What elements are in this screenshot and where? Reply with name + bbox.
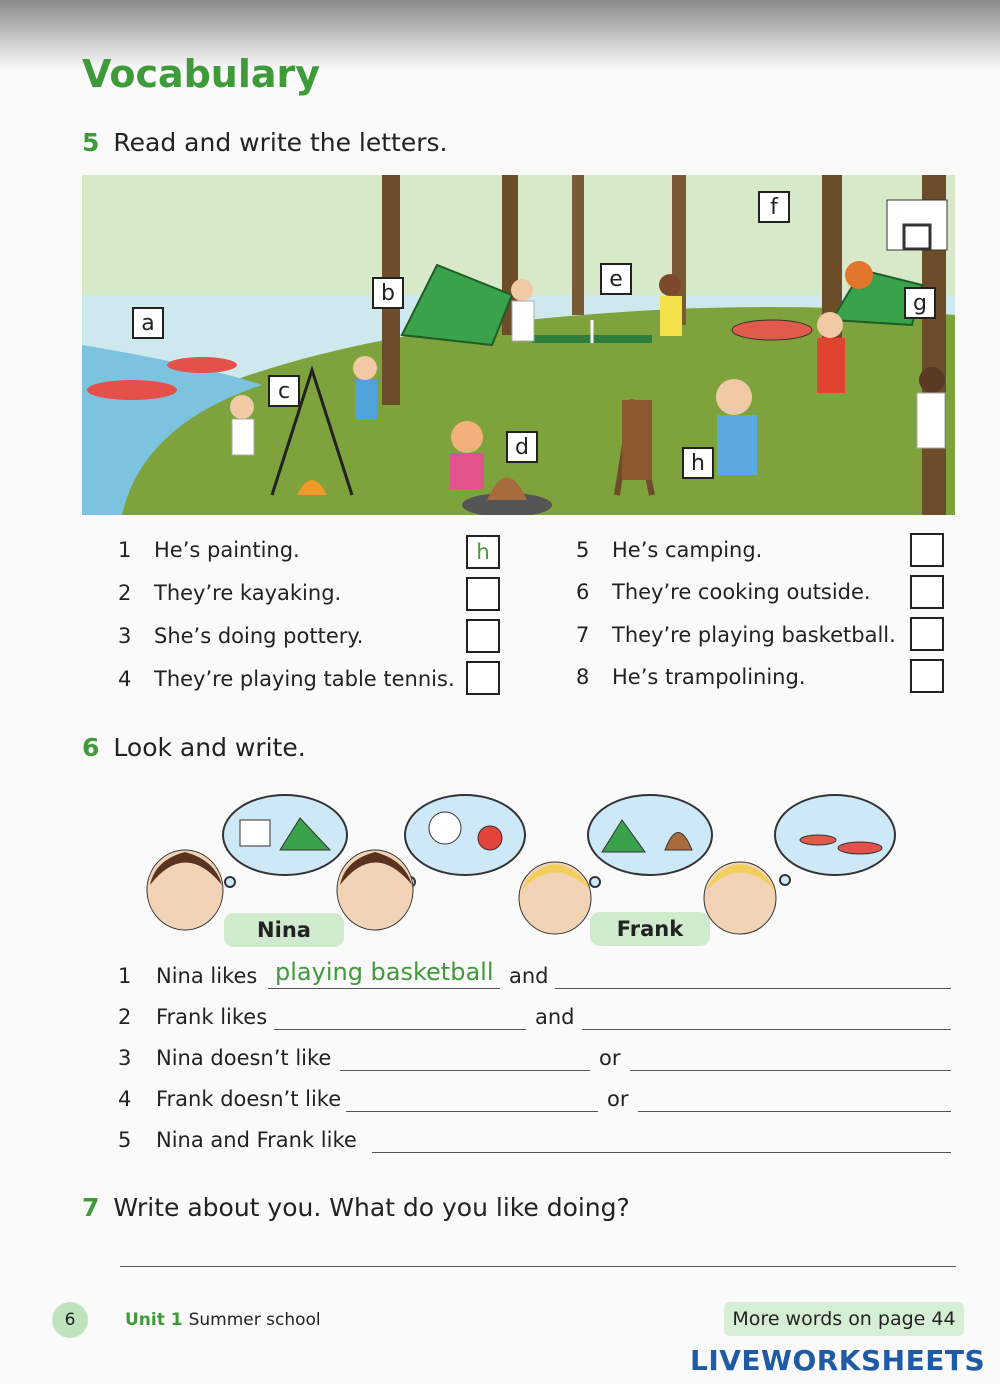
ex6-blank-1a[interactable] [268, 988, 500, 989]
scene-label-e: e [600, 263, 632, 295]
scene-label-h: h [682, 447, 714, 479]
scene-label-f: f [758, 191, 790, 223]
unit-label: Unit 1 Summer school [125, 1310, 321, 1330]
ex5-item-7: 7 They’re playing basketball. [576, 623, 896, 647]
ex5-answer-box-5[interactable] [910, 533, 944, 567]
activity-scene-illustration [82, 175, 955, 515]
ex5-answer-box-2[interactable] [466, 577, 500, 611]
name-label-nina: Nina [224, 913, 344, 947]
ex6-blank-4b[interactable] [638, 1111, 951, 1112]
scene-label-g: g [904, 287, 936, 319]
ex5-answer-box-6[interactable] [910, 575, 944, 609]
ex5-item-2: 2 They’re kayaking. [118, 581, 342, 605]
ex6-line-1: 1 Nina likes [118, 964, 258, 988]
ex6-blank-2b[interactable] [582, 1029, 951, 1030]
ex6-conj-4: or [607, 1087, 629, 1111]
ex5-answer-box-3[interactable] [466, 619, 500, 653]
scene-label-d: d [506, 431, 538, 463]
ex7-instruction: Write about you. What do you like doing? [113, 1193, 630, 1222]
liveworksheets-logo: LIVEWORKSHEETS [690, 1344, 986, 1377]
page-title: Vocabulary [82, 52, 321, 96]
ex6-blank-3a[interactable] [340, 1070, 590, 1071]
more-words-link[interactable]: More words on page 44 [724, 1302, 964, 1336]
ex7-heading [82, 1193, 630, 1222]
ex5-item-1: 1 He’s painting. [118, 538, 300, 562]
ex6-conj-3: or [599, 1046, 621, 1070]
ex6-conj-1: and [509, 964, 549, 988]
ex5-number: 5 [82, 128, 100, 157]
ex6-line-5: 5 Nina and Frank like [118, 1128, 357, 1152]
scene-label-b: b [372, 277, 404, 309]
ex6-heading [82, 733, 306, 762]
ex5-item-8: 8 He’s trampolining. [576, 665, 806, 689]
page-number: 6 [52, 1302, 88, 1338]
ex6-blank-4a[interactable] [346, 1111, 598, 1112]
ex6-line-4: 4 Frank doesn’t like [118, 1087, 342, 1111]
ex6-blank-5[interactable] [372, 1152, 951, 1153]
ex6-instruction: Look and write. [113, 733, 306, 762]
name-label-frank: Frank [590, 912, 710, 946]
ex6-conj-2: and [535, 1005, 575, 1029]
ex6-blank-1b[interactable] [555, 988, 951, 989]
ex5-item-4: 4 They’re playing table tennis. [118, 667, 455, 691]
ex7-number: 7 [82, 1193, 100, 1222]
ex6-number: 6 [82, 733, 100, 762]
ex5-heading [82, 128, 448, 157]
ex7-answer-line[interactable] [120, 1266, 956, 1267]
ex5-answer-box-4[interactable] [466, 661, 500, 695]
ex6-line-2: 2 Frank likes [118, 1005, 268, 1029]
scene-label-c: c [268, 375, 300, 407]
ex5-item-5: 5 He’s camping. [576, 538, 763, 562]
ex5-answer-box-8[interactable] [910, 659, 944, 693]
ex5-answer-box-1[interactable]: h [466, 535, 500, 569]
ex6-blank-3b[interactable] [630, 1070, 951, 1071]
ex5-item-6: 6 They’re cooking outside. [576, 580, 871, 604]
ex6-blank-2a[interactable] [274, 1029, 526, 1030]
ex5-instruction: Read and write the letters. [113, 128, 448, 157]
ex6-answer-1[interactable]: playing basketball [275, 958, 494, 986]
ex5-item-3: 3 She’s doing pottery. [118, 624, 364, 648]
scene-label-a: a [132, 307, 164, 339]
ex5-answer-box-7[interactable] [910, 617, 944, 651]
ex6-line-3: 3 Nina doesn’t like [118, 1046, 332, 1070]
